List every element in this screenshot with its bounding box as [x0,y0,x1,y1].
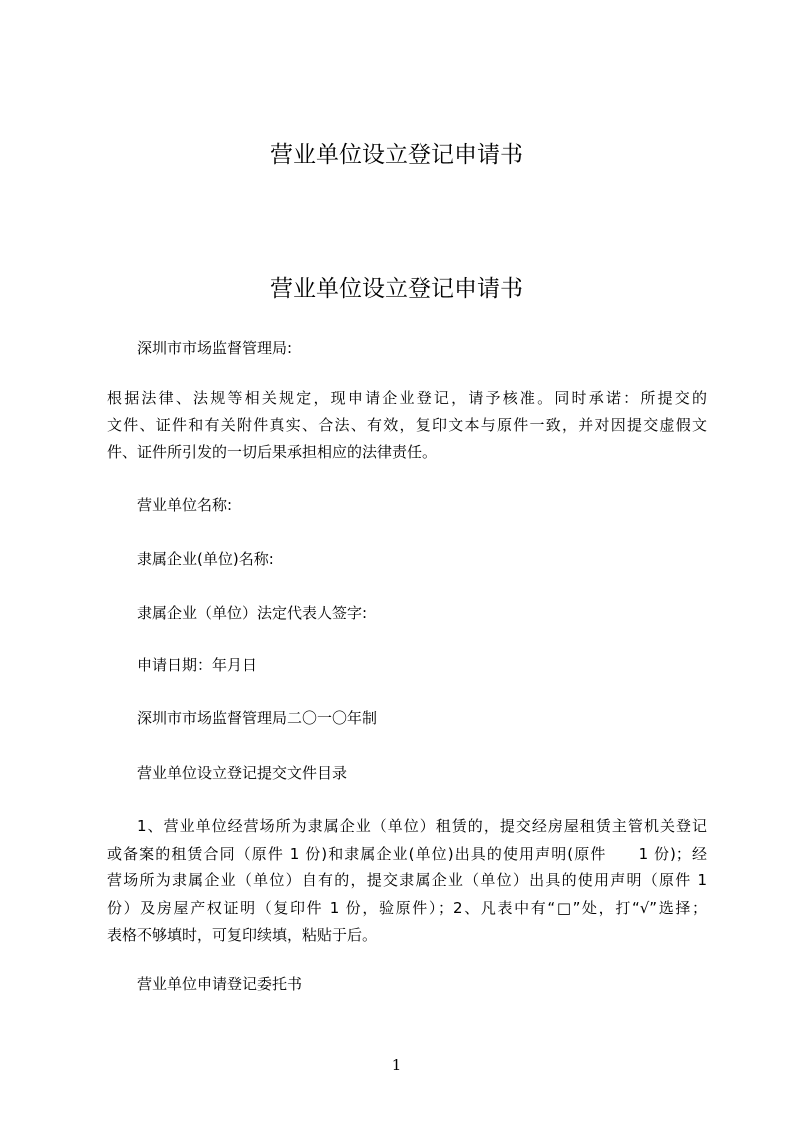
addressee: 深圳市市场监督管理局: [137,339,293,357]
declaration-line: 文件、证件和有关附件真实、合法、有效，复印文本与原件一致，并对因提交虚假文 [107,416,707,434]
made-by-statement: 深圳市市场监督管理局二〇一〇年制 [137,709,378,727]
checklist-line: 或备案的租赁合同（原件 1 份)和隶属企业(单位)出具的使用声明(原件 1 份)；经 [107,845,707,863]
checklist-title: 营业单位设立登记提交文件目录 [137,764,348,782]
checklist-line: 表格不够填时，可复印续填，粘贴于后。 [107,926,378,944]
application-title: 营业单位设立登记申请书 [270,276,523,302]
document-title-top: 营业单位设立登记申请书 [270,142,523,168]
declaration-line: 件、证件所引发的一切后果承担相应的法律责任。 [107,443,438,461]
declaration-line: 根据法律、法规等相关规定，现申请企业登记，请予核准。同时承诺：所提交的 [107,389,707,407]
field-legal-rep-signature: 隶属企业（单位）法定代表人签字: [137,604,368,622]
field-unit-name: 营业单位名称: [137,496,233,514]
checklist-line: 营场所为隶属企业（单位）自有的，提交隶属企业（单位）出具的使用声明（原件 1 [107,871,707,889]
page-number: 1 [391,1056,402,1074]
field-parent-name: 隶属企业(单位)名称: [137,550,274,568]
entrust-letter-title: 营业单位申请登记委托书 [137,975,303,993]
checklist-line: 份）及房屋产权证明（复印件 1 份，验原件）；2、凡表中有“□”处，打“√”选择； [107,899,707,917]
field-apply-date: 申请日期：年月日 [137,656,258,674]
checklist-line: 1、营业单位经营场所为隶属企业（单位）租赁的，提交经房屋租赁主管机关登记 [137,817,707,835]
